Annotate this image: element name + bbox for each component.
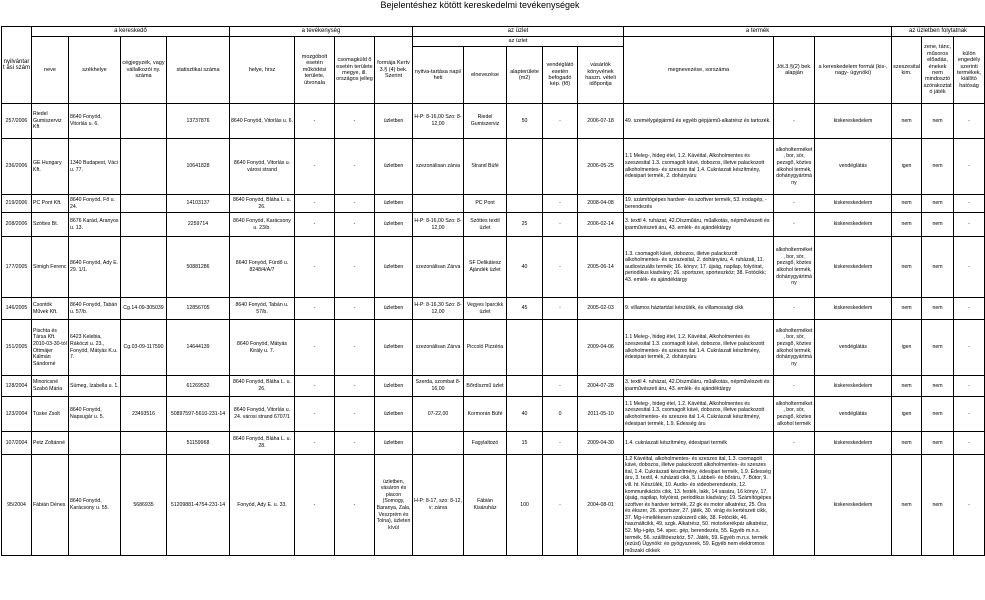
cell-vendeglato: -: [543, 195, 578, 213]
cell-nyilvantartasi-szam: 208/2006: [2, 213, 32, 237]
cell-vasarlok: 2005-02-03: [578, 298, 624, 320]
cell-jot: alkoholterméket, bor, sör, pezsgő, köztes alkohol termék, dohánygyártmány: [774, 139, 815, 195]
cell-kulon: -: [954, 139, 985, 195]
cell-szekhelye: 8676 Karád, Aranyos u. 13.: [69, 213, 121, 237]
cell-vendeglato: -: [543, 237, 578, 298]
cell-formaja: üzletben: [375, 213, 413, 237]
cell-megnevezese: 3. textil 4. ruházat, 42.Díszműáru, műalkotás, népművészeti és iparművészeti áru, 43. emlék- és ajándéktárgy: [624, 376, 774, 397]
col-mozgobolt: mozgóbolt esetén működési területe, útvonala: [295, 37, 335, 104]
cell-zene: nem: [922, 298, 954, 320]
cell-vasarlok: 2006-02-14: [578, 213, 624, 237]
cell-statisztikai: 51159968: [167, 432, 230, 455]
col-cegjegyzek: cégjegyzék, vagy vállalkozói ny. száma: [121, 37, 167, 104]
cell-szeszesital: nem: [892, 237, 922, 298]
table-row: [2, 376, 985, 397]
cell-helye: 8640 Fonyód, Vitorlás u. városi strand: [230, 139, 295, 195]
cell-nyilvantartasi-szam: 146/2005: [2, 298, 32, 320]
cell-formai: kiskereskedelem: [815, 237, 892, 298]
cell-vasarlok: 2009-04-06: [578, 320, 624, 376]
cell-zene: nem: [922, 376, 954, 397]
cell-formaja: üzletben: [375, 104, 413, 139]
cell-elnevezese: SF Delikátesz Ajándék üzlet: [464, 237, 507, 298]
cell-mozgobolt: -: [295, 237, 335, 298]
col-jot: Jöt.3.§(2) bek. alapján: [774, 37, 815, 104]
table-row: [2, 432, 985, 455]
cell-elnevezese: PC Pont: [464, 195, 507, 213]
cell-szeszesital: igen: [892, 139, 922, 195]
cell-cegjegyzek: [121, 139, 167, 195]
cell-formaja: üzletben: [375, 139, 413, 195]
col-szeszesital: szeszesital kim.: [892, 37, 922, 104]
cell-statisztikai: 12856705: [167, 298, 230, 320]
cell-nyilvantartasi-szam: 95/2004: [2, 455, 32, 556]
cell-alapterulete: 45: [507, 298, 543, 320]
cell-vasarlok: 2009-04-30: [578, 432, 624, 455]
cell-nyitva: [413, 195, 464, 213]
cell-neve: GE Hungary Kft.: [32, 139, 69, 195]
cell-formai: vendéglátás: [815, 320, 892, 376]
cell-vendeglato: -: [543, 455, 578, 556]
cell-elnevezese: Bőrdíszmű üzlet: [464, 376, 507, 397]
cell-szekhelye: [69, 432, 121, 455]
group-termek: a termék: [624, 27, 892, 37]
col-vasarlok: vásárlók könyvének haszn. vételi időpontja: [578, 47, 624, 104]
cell-nyitva: H-P: 8-17, szo: 8-12, v: zárva: [413, 455, 464, 556]
cell-nyitva: H-P: 8-16,00 Szo: 8-12,00: [413, 213, 464, 237]
cell-kulon: -: [954, 320, 985, 376]
cell-nyitva: [413, 432, 464, 455]
cell-vasarlok: 2006-05-25: [578, 139, 624, 195]
cell-szeszesital: igen: [892, 320, 922, 376]
table-row: [2, 397, 985, 432]
cell-cegjegyzek: [121, 376, 167, 397]
cell-mozgobolt: -: [295, 104, 335, 139]
cell-formai: kiskereskedelem: [815, 455, 892, 556]
cell-alapterulete: 100: [507, 455, 543, 556]
cell-megnevezese: 3. textil 4. ruházat, 42.Díszműáru, műalkotás, népművészeti és iparművészeti áru, 43. emlék- és ajándéktárgy: [624, 213, 774, 237]
cell-szekhelye: 8640 Fonyód, Vitorlás u. 6.: [69, 104, 121, 139]
cell-mozgobolt: -: [295, 320, 335, 376]
cell-szekhelye: 6423 Kelebia, Rákóczi u. 23., Fonyód, Mátyás K.u. 7.: [69, 320, 121, 376]
cell-nyilvantartasi-szam: 123/2004: [2, 397, 32, 432]
table-row: [2, 104, 985, 139]
cell-vendeglato: [543, 139, 578, 195]
cell-neve: Minoricsné Szabó Mária: [32, 376, 69, 397]
cell-neve: Szöttes Bt.: [32, 213, 69, 237]
cell-nyilvantartasi-szam: 151/2005: [2, 320, 32, 376]
cell-csomagkuldo: -: [335, 397, 375, 432]
cell-neve: Petz Zoltánné: [32, 432, 69, 455]
cell-kulon: -: [954, 213, 985, 237]
cell-cegjegyzek: Cg.03-09-117590: [121, 320, 167, 376]
cell-zene: nem: [922, 104, 954, 139]
cell-vasarlok: 2011-05-10: [578, 397, 624, 432]
cell-zene: nem: [922, 195, 954, 213]
group-uzlet: az üzlet: [413, 27, 624, 37]
cell-mozgobolt: -: [295, 195, 335, 213]
cell-statisztikai: 10641828: [167, 139, 230, 195]
cell-megnevezese: 1.1 Meleg-, hideg étel, 1.2. Kávéital, Alkoholmentes és szeszesital 1.3. csomagolt kávé, dobozos, illetve palackozott alkoholmentes- és szeszes ital 1.4. Cukrászati készítmény, édesipari termék, 1.9. Édesség áru: [624, 397, 774, 432]
cell-mozgobolt: -: [295, 298, 335, 320]
cell-cegjegyzek: [121, 213, 167, 237]
col-neve: neve: [32, 37, 69, 104]
col-megnevezese: megnevezése, sorszáma: [624, 37, 774, 104]
group-uzletben-folytatnak: az üzletben folytatnak: [892, 27, 985, 37]
cell-jot: [774, 455, 815, 556]
cell-csomagkuldo: -: [335, 432, 375, 455]
cell-csomagkuldo: -: [335, 237, 375, 298]
cell-vasarlok: 2004-07-28: [578, 376, 624, 397]
col-formaja: formája Kertv 3.§ (4) bek. Szerint: [375, 37, 413, 104]
cell-kulon: -: [954, 376, 985, 397]
cell-cegjegyzek: [121, 237, 167, 298]
cell-csomagkuldo: -: [335, 376, 375, 397]
cell-statisztikai: 61269532: [167, 376, 230, 397]
col-elnevezese: elnevezése: [464, 47, 507, 104]
table-row: [2, 298, 985, 320]
cell-alapterulete: [507, 195, 543, 213]
cell-megnevezese: 19. számítógépes hardver- és szoftver termék, 53. irodagép, -berendezés: [624, 195, 774, 213]
cell-formai: kiskereskedelem: [815, 104, 892, 139]
cell-kulon: -: [954, 455, 985, 556]
cell-neve: Csontók Művek Kft.: [32, 298, 69, 320]
cell-neve: Tüske Zsolt: [32, 397, 69, 432]
cell-szekhelye: 1340 Budapest, Váci u. 77.: [69, 139, 121, 195]
cell-formaja: üzletben: [375, 320, 413, 376]
cell-alapterulete: [507, 139, 543, 195]
cell-alapterulete: 15: [507, 432, 543, 455]
cell-szeszesital: nem: [892, 298, 922, 320]
cell-formai: kiskereskedelem: [815, 213, 892, 237]
register-table: [1, 26, 985, 556]
cell-nyitva: H-P: 8-16,30 Szo: 8-12,00: [413, 298, 464, 320]
col-nyilvantartasi-szam: nyilvántart ási szám: [2, 27, 32, 104]
table-row: [2, 455, 985, 556]
cell-cegjegyzek: 5686935: [121, 455, 167, 556]
cell-formai: kiskereskedelem: [815, 432, 892, 455]
cell-kulon: -: [954, 397, 985, 432]
cell-zene: nem: [922, 397, 954, 432]
cell-helye: 8640 Fonyód, Vitorlás u. 24. városi strand 6707/1: [230, 397, 295, 432]
cell-nyitva: 07-22,00: [413, 397, 464, 432]
cell-statisztikai: 50881286: [167, 237, 230, 298]
cell-nyilvantartasi-szam: 177/2005: [2, 237, 32, 298]
cell-vendeglato: -: [543, 298, 578, 320]
register-body: [2, 104, 985, 556]
cell-cegjegyzek: [121, 432, 167, 455]
cell-nyilvantartasi-szam: 107/2004: [2, 432, 32, 455]
cell-nyitva: szezonálisan zárva: [413, 139, 464, 195]
cell-statisztikai: 13737876: [167, 104, 230, 139]
cell-elnevezese: Fábián Kisáruház: [464, 455, 507, 556]
cell-helye: 8640 Fonyód, Karácsony u. 23/b.: [230, 213, 295, 237]
cell-szekhelye: Sümeg, Izabella u. 1.: [69, 376, 121, 397]
table-row: [2, 320, 985, 376]
cell-vasarlok: 2006-07-18: [578, 104, 624, 139]
cell-alapterulete: 40: [507, 237, 543, 298]
cell-csomagkuldo: -: [335, 455, 375, 556]
cell-helye: 8640 Fonyód, Bláha L. u. 28.: [230, 432, 295, 455]
cell-nyitva: Szerda, szombat 8-16,00: [413, 376, 464, 397]
cell-alapterulete: [507, 320, 543, 376]
cell-jot: -: [774, 104, 815, 139]
cell-jot: alkoholterméket, bor, sör, pezsgő, köztes alkohol termék, dohánygyártmány: [774, 237, 815, 298]
col-szekhelye: székhelye: [69, 37, 121, 104]
cell-kulon: -: [954, 195, 985, 213]
cell-elnevezese: Vegyes Iparcikk üzlet: [464, 298, 507, 320]
group-kereskedo: a kereskedő: [32, 27, 230, 37]
col-csomagkuldo: csomagküld ő esetén területe megye, ill. országos jelleg: [335, 37, 375, 104]
cell-elnevezese: Riedel Gumiszerviz: [464, 104, 507, 139]
cell-szekhelye: 8640 Fonyód, Karácsony u. 55.: [69, 455, 121, 556]
cell-szeszesital: nem: [892, 104, 922, 139]
cell-formaja: üzletben: [375, 397, 413, 432]
cell-statisztikai: 50897597-5610-231-14: [167, 397, 230, 432]
cell-zene: nem: [922, 213, 954, 237]
cell-mozgobolt: -: [295, 213, 335, 237]
cell-mozgobolt: -: [295, 139, 335, 195]
cell-neve: PC Pont Kft.: [32, 195, 69, 213]
cell-elnevezese: Fagylaltozó: [464, 432, 507, 455]
cell-statisztikai: 14644139: [167, 320, 230, 376]
cell-cegjegyzek: [121, 195, 167, 213]
cell-alapterulete: 50: [507, 104, 543, 139]
table-row: [2, 139, 985, 195]
cell-cegjegyzek: Cg.14-09-305039: [121, 298, 167, 320]
cell-alapterulete: 25: [507, 213, 543, 237]
cell-csomagkuldo: -: [335, 139, 375, 195]
cell-elnevezese: Kormorán Büfé: [464, 397, 507, 432]
table-row: [2, 213, 985, 237]
cell-kulon: -: [954, 104, 985, 139]
cell-helye: 8640 Fonyód, Tabán u. 57/b.: [230, 298, 295, 320]
cell-vendeglato: -: [543, 213, 578, 237]
cell-megnevezese: 1.1 Meleg-, hideg étel, 1.2. Kávéital, Alkoholmentes és szeszesital 1.3. csomagolt kávé, dobozos, illetve palackozott alkoholmentes- és szeszes ital 1.4. Cukrászati készítmény, édesipari termék, 2. dohányáru: [624, 139, 774, 195]
cell-jot: alkoholterméket, bor, sör, pezsgő, köztes alkohol termék: [774, 397, 815, 432]
cell-jot: -: [774, 298, 815, 320]
cell-helye: 8640 Fonyód, Bláha L. u. 26.: [230, 376, 295, 397]
cell-helye: 8640 Fonyód, Mátyás Király u. 7.: [230, 320, 295, 376]
cell-zene: nem: [922, 455, 954, 556]
cell-nyitva: szezonálisan Zárva: [413, 320, 464, 376]
cell-csomagkuldo: -: [335, 213, 375, 237]
cell-megnevezese: 1.1 Meleg-, hideg étel, 1.2. Kávéital, Alkoholmentes és szeszesital 1.3. csomagolt kávé, dobozos, illetve palackozott alkoholmentes- és szeszes ital 1.4. Cukrászati készítmény, édesipari termék, 2. dohányáru: [624, 320, 774, 376]
cell-jot: -: [774, 213, 815, 237]
cell-mozgobolt: -: [295, 455, 335, 556]
cell-vasarlok: 2004-08-01: [578, 455, 624, 556]
cell-neve: Simigh Ferenc: [32, 237, 69, 298]
cell-kulon: -: [954, 432, 985, 455]
cell-nyitva: H-P: 8-16,00 Szo: 8-12,00: [413, 104, 464, 139]
col-formai: a kereskedelem formái (kis-, nagy- ügynöki): [815, 37, 892, 104]
col-alapterulete: alapterülete (m2): [507, 47, 543, 104]
cell-megnevezese: 1.2 Kávéital, alkoholmentes- és szeszes ital, 1.3. csomagolt kávé, dobozos, illetve palackozott alkoholmentes- és szeszes ital, 1.4. Cukrászati készítmény, édesipari termék, 1.9. Édesség áru, 3. textil, 4. ruházati cikk, 5. Lábbeli- és bőráru, 7. Bútor, 9. vill. ht. Készülék, 10. Audio- és videoberendezés, 12. kommunikációs cikk, 13. festék, lakk, 14 vasáru, 16 könyv, 17. újság, napilap, folyóirat, periodikus kiadvány; 19. Számítógépes szoftver és hardver termék, 22 gk és motor alkatrész, 25. Óra és ékszer, 26. sportszer, 27. játék, 30. virág és kertészeti cikk, 37. Mg-i-mellékesen szakszerű cikk, 38. Fotócikk, 46. használtcikk, 49. szgk. Alkatrész, 50. motorkerékpár alkatrész, 52. Mg-i-gép, 54. spec. gép, berendezés, 55. Egyéb m.n.s. termék, 56. szállítóeszköz, 57. Játék, 59. Egyéb m.n.s. termék (ezüst) Ügynöki: és gyógyszerek, 59. Egyéb nem elektromos műszaki cikkek: [624, 455, 774, 556]
cell-neve: Pischta és Társa Kft. 2010-03-30-tól Ottmájer Kálmán Sándorné: [32, 320, 69, 376]
cell-mozgobolt: -: [295, 432, 335, 455]
cell-szekhelye: 8640 Fonyód, Napsugár u. 5.: [69, 397, 121, 432]
cell-szeszesital: nem: [892, 195, 922, 213]
cell-alapterulete: 40: [507, 397, 543, 432]
subgroup-uzlet: az üzlet: [413, 37, 624, 47]
cell-zene: nem: [922, 432, 954, 455]
cell-jot: -: [774, 195, 815, 213]
cell-kulon: -: [954, 237, 985, 298]
cell-elnevezese: Strand Büfé: [464, 139, 507, 195]
cell-formaja: üzletben: [375, 195, 413, 213]
col-statisztikai: statisztikai száma: [167, 37, 230, 104]
cell-formai: kiskereskedelem: [815, 376, 892, 397]
cell-mozgobolt: -: [295, 397, 335, 432]
cell-formaja: üzletben, vásáron és piacon (Somogy, Baranya, Zala, Veszprém és Tolna), üzleten kívül: [375, 455, 413, 556]
table-row: [2, 195, 985, 213]
col-zene: zene, tánc, műsoros előadás, énekek nem mindosztó szórakoztat ó játék: [922, 37, 954, 104]
cell-helye: Fonyód, Ady E. u. 33.: [230, 455, 295, 556]
cell-megnevezese: 1.3. csomagolt kávé, dobozos, illetve palackozott alkoholmentes- és szeszesital, 2. dohányáru, 4. ruházati, 11. audiovizuális termék; 16. könyv; 17. újság, napilap, folyóirat, periodikus kiadvány; 26. sportszer, sporteszköz; 38. Fotócikk; 43. emlék- és ajándéktárgy: [624, 237, 774, 298]
cell-nyilvantartasi-szam: 236/2006: [2, 139, 32, 195]
cell-alapterulete: [507, 376, 543, 397]
cell-csomagkuldo: -: [335, 320, 375, 376]
cell-szeszesital: nem: [892, 455, 922, 556]
col-kulon: külön engedély szerinti termékek, kiállító hatóság: [954, 37, 985, 104]
cell-nyilvantartasi-szam: 219/2006: [2, 195, 32, 213]
cell-vendeglato: 0: [543, 397, 578, 432]
cell-neve: Fábián Dénes: [32, 455, 69, 556]
cell-nyilvantartasi-szam: 128/2004: [2, 376, 32, 397]
cell-jot: alkoholterméket, bor, sör, pezsgő, köztes alkohol termék, dohánygyártmány: [774, 320, 815, 376]
cell-zene: nem: [922, 320, 954, 376]
cell-formaja: üzletben: [375, 376, 413, 397]
cell-mozgobolt: -: [295, 376, 335, 397]
cell-statisztikai: 2259714: [167, 213, 230, 237]
page-title: Bejelentéshez kötött kereskedelmi tevékenységek: [380, 0, 580, 10]
cell-helye: 8640 Fonyód, Vitorlás u. 6.: [230, 104, 295, 139]
cell-megnevezese: 49. személygépjármű és egyéb gépjármű-alkatrész és tartozék.: [624, 104, 774, 139]
col-vendeglato: vendéglátó esetén befogadó kép. (fő): [543, 47, 578, 104]
cell-zene: nem: [922, 139, 954, 195]
cell-megnevezese: 1.4. cukrászati készítmény, édesipari termék: [624, 432, 774, 455]
table-row: [2, 237, 985, 298]
cell-nyitva: szezonálisan Zárva: [413, 237, 464, 298]
cell-vasarlok: 2008-04-08: [578, 195, 624, 213]
cell-szeszesital: nem: [892, 213, 922, 237]
cell-statisztikai: 14103137: [167, 195, 230, 213]
cell-formaja: üzletben: [375, 432, 413, 455]
cell-neve: Riedel Gumiszerviz Kft: [32, 104, 69, 139]
col-helye: helye, hrsz: [230, 37, 295, 104]
cell-elnevezese: Piccoló Pizzéria: [464, 320, 507, 376]
col-nyitva: nyitva-tartása napi/ heti: [413, 47, 464, 104]
cell-cegjegyzek: 23493516: [121, 397, 167, 432]
cell-formai: kiskereskedelem: [815, 298, 892, 320]
cell-zene: nem: [922, 237, 954, 298]
cell-vendeglato: -: [543, 432, 578, 455]
cell-szekhelye: 8640 Fonyód, Tabán u. 57/b.: [69, 298, 121, 320]
cell-formaja: üzletben: [375, 237, 413, 298]
cell-csomagkuldo: -: [335, 104, 375, 139]
cell-elnevezese: Szöttes textil üzlet: [464, 213, 507, 237]
cell-szekhelye: 8640 Fonyód, Fő u. 24.: [69, 195, 121, 213]
cell-vendeglato: -: [543, 104, 578, 139]
cell-szeszesital: nem: [892, 432, 922, 455]
cell-nyilvantartasi-szam: 257/2006: [2, 104, 32, 139]
cell-vendeglato: [543, 320, 578, 376]
cell-kulon: -: [954, 298, 985, 320]
cell-jot: -: [774, 432, 815, 455]
cell-jot: -: [774, 376, 815, 397]
cell-szeszesital: igen: [892, 397, 922, 432]
cell-statisztikai: 51209881-4754-231-14: [167, 455, 230, 556]
cell-vasarlok: 2005-06-14: [578, 237, 624, 298]
cell-formai: vendéglátás: [815, 397, 892, 432]
cell-csomagkuldo: -: [335, 298, 375, 320]
cell-formaja: üzletben: [375, 298, 413, 320]
cell-formai: kiskereskedelem: [815, 195, 892, 213]
cell-helye: 8640 Fonyód, Fürdő u. 8248/4/A/7: [230, 237, 295, 298]
group-tevekenyseg: a tevékenység: [230, 27, 413, 37]
cell-megnevezese: 9. villamos háztartási készülék, és villamossági cikk: [624, 298, 774, 320]
cell-szeszesital: nem: [892, 376, 922, 397]
cell-csomagkuldo: -: [335, 195, 375, 213]
cell-szekhelye: 8640 Fonyód, Ady E. 29. 1/1.: [69, 237, 121, 298]
cell-helye: 8640 Fonyód, Bláha L. u. 26.: [230, 195, 295, 213]
cell-cegjegyzek: [121, 104, 167, 139]
cell-vendeglato: -: [543, 376, 578, 397]
cell-formai: vendéglátás: [815, 139, 892, 195]
